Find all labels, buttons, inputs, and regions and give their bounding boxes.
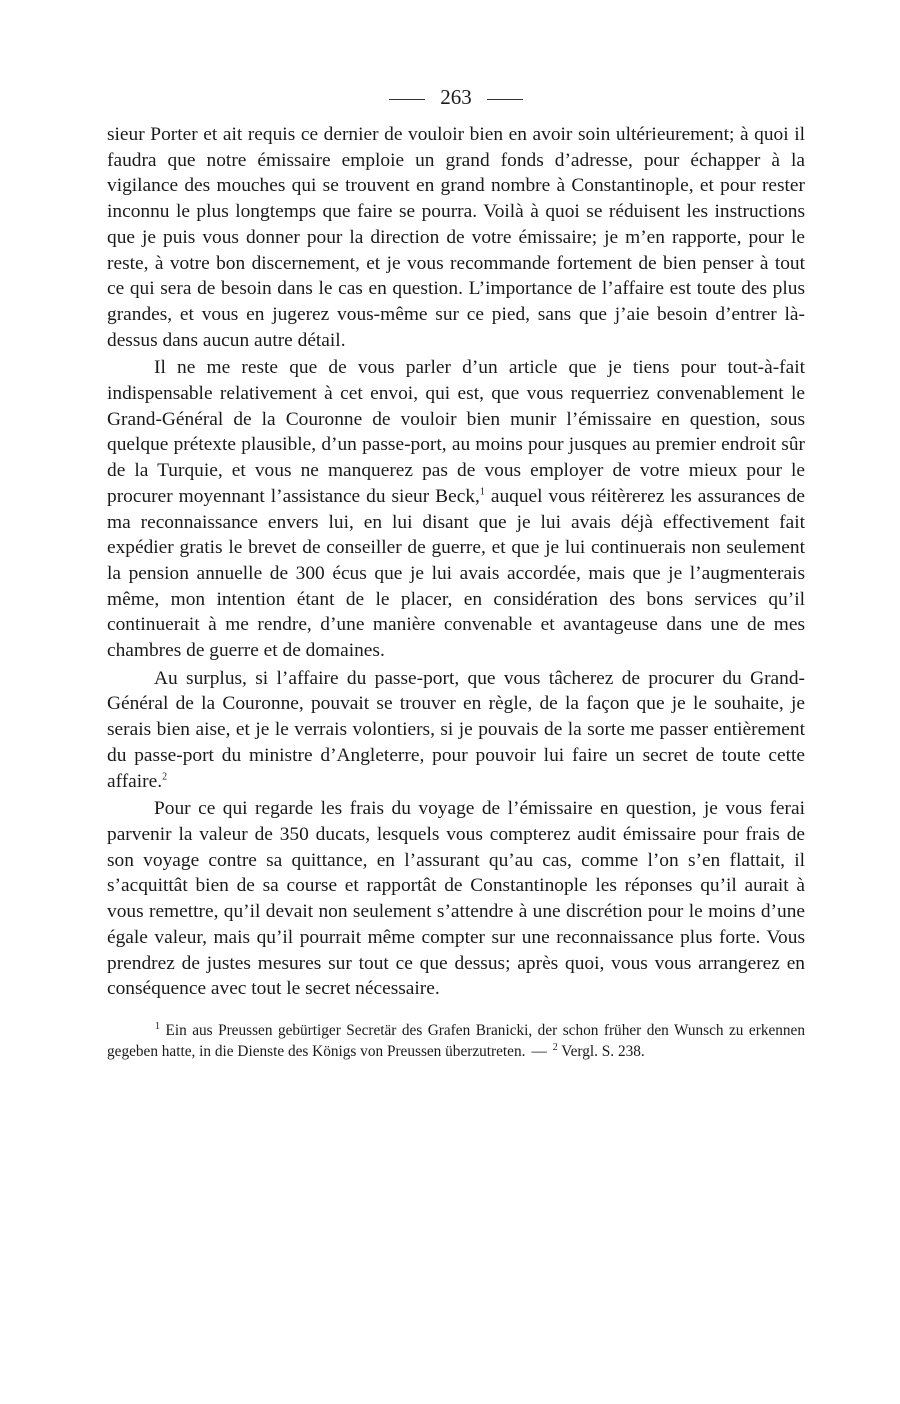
paragraph-text: auquel vous réitèrerez les assurances de ma reconnaissance envers lui, en lui disant que je lui avais déjà effectivement fait expédier gratis le brevet de conseiller de guerre, et que je lui continuerais non seulement la pension annuelle de 300 écus que je lui avais accordée, mais que je l’augmenterais même, mon intention étant de le placer, en considération des bons services qu’il continuerait à me rendre, d’une manière convenable et avantageuse dans une de mes chambres de guerre et de domaines. <box>107 485 805 662</box>
paragraph-text: Pour ce qui regarde les frais du voyage de l’émissaire en question, je vous ferai parvenir la valeur de 350 ducats, lesquels vous compterez audit émissaire pour frais de son voyage contre sa quittance, en l’assurant qu’au cas, comme l’on s’en flattait, il s’acquittât bien de sa course et rapportât de Constantinople les réponses qu’il aurait à vous remettre, qu’il devait non seulement s’attendre à une discrétion pour le moins d’une égale valeur, mais qu’il pourrait même compter sur une reconnaissance plus forte. Vous prendrez de justes mesures sur tout ce que dessus; après quoi, vous vous arrangerez en conséquence avec tout le secret nécessaire. <box>107 798 805 1000</box>
footnote-text: Vergl. S. 238. <box>561 1042 645 1060</box>
paragraph-1 <box>107 122 805 353</box>
body-text <box>107 122 805 1002</box>
footnote-separator: — <box>531 1042 547 1060</box>
footnote-block <box>107 1020 805 1062</box>
footnotes <box>107 1020 805 1062</box>
paragraph-4 <box>107 796 805 1002</box>
paragraph-text: Il ne me reste que de vous parler d’un article que je tiens pour tout-à-fait indispensable relativement à cet envoi, qui est, que vous requerriez convenablement le Grand-Général de la Couronne de vouloir bien munir l’émissaire en question, sous quelque prétexte plausible, d’un passe-port, au moins pour jusques au premier endroit sûr de la Turquie, et vous ne manquerez pas de vous employer de votre mieux pour le procurer moyennant l’assistance du sieur Beck, <box>107 357 805 507</box>
header-dash-right <box>487 99 523 100</box>
paragraph-2 <box>107 355 805 663</box>
header-dash-left <box>389 99 425 100</box>
footnote-mark: 2 <box>552 1041 558 1053</box>
footnote-reference: 1 <box>479 486 485 498</box>
page-number: 263 <box>440 85 472 109</box>
paragraph-text: Au surplus, si l’affaire du passe-port, que vous tâcherez de procurer du Grand-Général de la Couronne, pouvait se trouver en règle, de la façon que je le souhaite, je serais bien aise, et je le verrais volontiers, si je pouvais de la sorte me passer entièrement du passe-port du ministre d’Angleterre, pour pouvoir lui faire un secret de toute cette affaire. <box>107 667 805 792</box>
page-header <box>107 82 805 122</box>
page <box>107 82 805 1062</box>
footnote-reference: 2 <box>162 771 168 783</box>
paragraph-3 <box>107 666 805 795</box>
footnote-text: Ein aus Preussen gebürtiger Secretär des Grafen Branicki, der schon früher den Wunsch zu erkennen gegeben hatte, in die Dienste des Königs von Preussen überzutreten. <box>107 1021 805 1060</box>
paragraph-text: sieur Porter et ait requis ce dernier de vouloir bien en avoir soin ultérieurement; à quoi il faudra que notre émissaire emploie un grand fonds d’adresse, pour échapper à la vigilance des mouches qui se trouvent en grand nombre à Constantinople, et pour rester inconnu le plus longtemps que faire se pourra. Voilà à quoi se réduisent les instructions que je puis vous donner pour la direction de votre émissaire; je m’en rapporte, pour le reste, à votre bon discernement, et je vous recommande fortement de bien penser à tout ce qui sera de besoin dans le cas en question. L’importance de l’affaire est toute des plus grandes, et vous en jugerez vous-même sur ce pied, sans que j’aie besoin d’entrer là-dessus dans aucun autre détail. <box>107 124 805 351</box>
footnote-mark: 1 <box>155 1020 160 1032</box>
